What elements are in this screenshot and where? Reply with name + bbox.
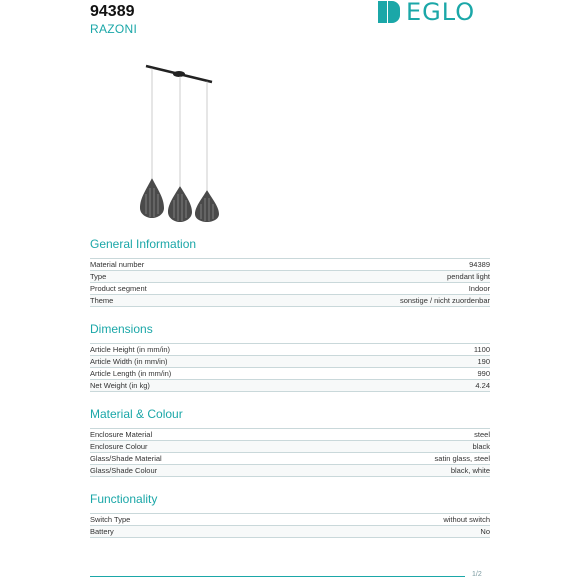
spec-label: Theme [90, 296, 114, 305]
spec-value: black [472, 442, 490, 451]
spec-label: Net Weight (in kg) [90, 381, 150, 390]
spec-value: satin glass, steel [434, 454, 490, 463]
spec-value: No [480, 527, 490, 536]
eglo-logo-icon [378, 1, 400, 23]
product-image [134, 62, 234, 222]
section-title: Dimensions [90, 322, 153, 336]
spec-row [90, 283, 490, 295]
spec-row [90, 514, 490, 526]
section-title: General Information [90, 237, 197, 251]
spec-table [90, 428, 490, 477]
spec-table [90, 258, 490, 307]
spec-row [90, 465, 490, 477]
spec-label: Article Width (in mm/in) [90, 357, 168, 366]
spec-row [90, 259, 490, 271]
spec-value: 4.24 [475, 381, 490, 390]
spec-label: Article Length (in mm/in) [90, 369, 172, 378]
spec-row [90, 271, 490, 283]
spec-label: Type [90, 272, 107, 281]
spec-value: 1100 [473, 345, 490, 354]
spec-value: without switch [443, 515, 490, 524]
spec-label: Battery [90, 527, 114, 536]
footer-divider [90, 576, 465, 577]
spec-row [90, 356, 490, 368]
spec-value: 190 [477, 357, 490, 366]
section-title: Functionality [90, 492, 158, 506]
spec-value: sonstige / nicht zuordenbar [399, 296, 490, 305]
article-number: 94389 [90, 3, 135, 20]
spec-value: 94389 [469, 260, 490, 269]
spec-value: black, white [450, 466, 490, 475]
spec-value: 990 [477, 369, 490, 378]
page-number: 1/2 [472, 571, 482, 578]
spec-value: pendant light [447, 272, 490, 281]
spec-label: Material number [90, 260, 145, 269]
section-functionality [90, 492, 490, 538]
spec-row [90, 368, 490, 380]
section-title: Material & Colour [90, 407, 183, 421]
spec-row [90, 380, 490, 392]
spec-label: Article Height (in mm/in) [90, 345, 171, 354]
spec-row [90, 429, 490, 441]
spec-label: Product segment [90, 284, 147, 293]
spec-row [90, 526, 490, 538]
spec-value: steel [474, 430, 490, 439]
spec-row [90, 453, 490, 465]
spec-table [90, 343, 490, 392]
product-name: RAZONI [90, 22, 138, 36]
section-material-colour [90, 407, 490, 477]
spec-table [90, 513, 490, 538]
spec-label: Enclosure Material [90, 430, 153, 439]
section-dimensions [90, 322, 490, 392]
spec-label: Glass/Shade Material [90, 454, 162, 463]
pendant-lamp-illustration [140, 66, 219, 222]
section-general-information [90, 237, 490, 307]
spec-row [90, 344, 490, 356]
spec-row [90, 441, 490, 453]
spec-label: Glass/Shade Colour [90, 466, 158, 475]
spec-label: Switch Type [90, 515, 131, 524]
brand-logo [378, 0, 475, 24]
spec-label: Enclosure Colour [90, 442, 148, 451]
spec-row [90, 295, 490, 307]
brand-name: EGLO [406, 0, 476, 26]
spec-value: Indoor [468, 284, 490, 293]
